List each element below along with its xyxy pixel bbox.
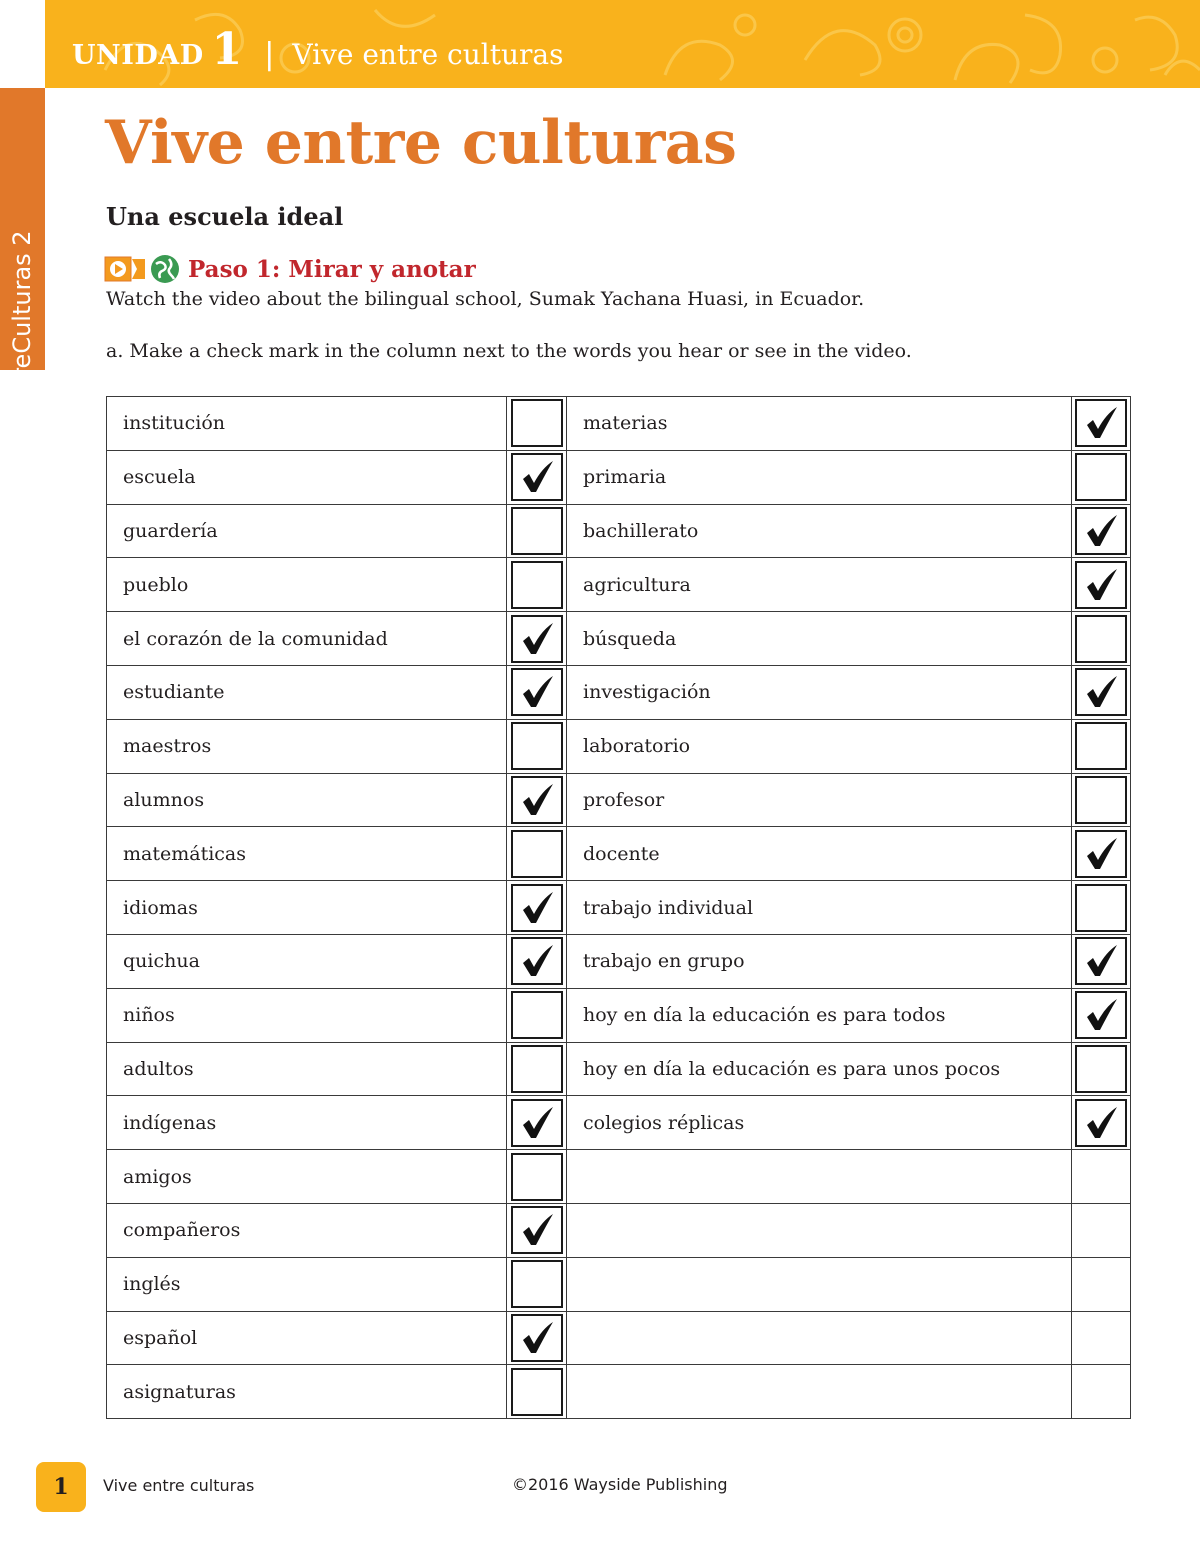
checkbox-cell: [507, 1042, 567, 1096]
checkbox[interactable]: [1075, 937, 1127, 985]
checkbox[interactable]: [511, 615, 563, 663]
checkbox-cell: [1072, 1042, 1131, 1096]
vocabulary-word: compañeros: [123, 1219, 241, 1242]
checkbox-cell: [507, 558, 567, 612]
checkbox[interactable]: [1075, 561, 1127, 609]
instructions-text: Watch the video about the bilingual school, Sumak Yachana Huasi, in Ecuador.: [106, 288, 865, 310]
vocabulary-word: institución: [123, 412, 226, 435]
table-row: [107, 665, 1131, 719]
footer-title: Vive entre culturas: [103, 1476, 255, 1495]
vocabulary-word: colegios réplicas: [583, 1111, 745, 1134]
checkbox[interactable]: [511, 884, 563, 932]
step-title: Paso 1: Mirar y anotar: [188, 255, 476, 283]
checkbox-cell: [1072, 1311, 1131, 1365]
book-title-vertical: EntreCulturas 2: [8, 230, 36, 418]
vocabulary-word: guardería: [123, 519, 218, 542]
vocabulary-word: indígenas: [123, 1111, 217, 1134]
checkmark-icon: [1084, 997, 1120, 1033]
video-icon: [104, 256, 146, 282]
word-cell: [107, 881, 507, 935]
checkbox-cell: [507, 1365, 567, 1419]
table-row: [107, 450, 1131, 504]
checkbox-cell: [507, 934, 567, 988]
table-row: [107, 1150, 1131, 1204]
checkbox-cell: [1072, 881, 1131, 935]
table-row: [107, 934, 1131, 988]
word-cell: [567, 827, 1072, 881]
vocabulary-word: alumnos: [123, 788, 205, 811]
unit-header: [45, 0, 1200, 88]
word-cell: [567, 1042, 1072, 1096]
checkbox-cell: [1072, 558, 1131, 612]
checkmark-icon: [520, 1320, 556, 1356]
vocabulary-word: pueblo: [123, 573, 189, 596]
checkmark-icon: [1084, 567, 1120, 603]
vocabulary-word: búsqueda: [583, 627, 677, 650]
checkbox[interactable]: [511, 1314, 563, 1362]
word-cell: [567, 1311, 1072, 1365]
checkbox-cell: [1072, 773, 1131, 827]
word-cell: [107, 1257, 507, 1311]
vocabulary-word: escuela: [123, 466, 196, 489]
checkbox[interactable]: [511, 1368, 563, 1416]
checkbox[interactable]: [1075, 722, 1127, 770]
word-cell: [107, 1042, 507, 1096]
vocabulary-word: español: [123, 1326, 198, 1349]
checkmark-icon: [520, 1212, 556, 1248]
checkbox-cell: [1072, 397, 1131, 451]
checkbox[interactable]: [511, 776, 563, 824]
vocabulary-word: primaria: [583, 466, 667, 489]
table-row: [107, 504, 1131, 558]
table-row: [107, 827, 1131, 881]
checkbox-cell: [507, 773, 567, 827]
word-cell: [107, 827, 507, 881]
checkbox[interactable]: [1075, 991, 1127, 1039]
checkbox[interactable]: [1075, 615, 1127, 663]
checkbox-cell: [507, 450, 567, 504]
vocabulary-word: hoy en día la educación es para unos pocos: [583, 1057, 1001, 1080]
checkbox[interactable]: [511, 668, 563, 716]
checkbox[interactable]: [511, 1260, 563, 1308]
vocabulary-word: inglés: [123, 1273, 181, 1296]
page-number-badge: [36, 1462, 86, 1512]
checkbox-cell: [507, 1203, 567, 1257]
vocabulary-word: laboratorio: [583, 735, 691, 758]
vocabulary-word: estudiante: [123, 681, 225, 704]
checkmark-icon: [520, 943, 556, 979]
checkbox-cell: [507, 1096, 567, 1150]
task-text: a. Make a check mark in the column next to the words you hear or see in the video.: [106, 340, 912, 362]
section-subtitle: Una escuela ideal: [106, 202, 344, 231]
checkbox-cell: [1072, 1365, 1131, 1419]
checkbox-cell: [507, 881, 567, 935]
table-row: [107, 612, 1131, 666]
vocabulary-word: agricultura: [583, 573, 691, 596]
word-cell: [107, 719, 507, 773]
table-row: [107, 719, 1131, 773]
word-cell: [567, 988, 1072, 1042]
word-cell: [567, 773, 1072, 827]
word-cell: [107, 1365, 507, 1419]
table-row: [107, 1096, 1131, 1150]
checkbox[interactable]: [511, 1099, 563, 1147]
unit-title: Vive entre culturas: [292, 38, 564, 71]
header-separator: |: [264, 37, 275, 72]
checkmark-icon: [520, 621, 556, 657]
checkbox[interactable]: [1075, 453, 1127, 501]
vocabulary-word: el corazón de la comunidad: [123, 627, 388, 650]
checkbox[interactable]: [511, 830, 563, 878]
word-cell: [567, 504, 1072, 558]
word-cell: [107, 1150, 507, 1204]
checkbox-cell: [1072, 1257, 1131, 1311]
vocabulary-word: profesor: [583, 788, 665, 811]
checkbox-cell: [507, 397, 567, 451]
checkbox-cell: [1072, 450, 1131, 504]
checkbox-cell: [507, 719, 567, 773]
checkmark-icon: [520, 459, 556, 495]
word-cell: [107, 612, 507, 666]
word-cell: [107, 1311, 507, 1365]
checkmark-icon: [1084, 513, 1120, 549]
word-cell: [567, 1257, 1072, 1311]
word-cell: [567, 1096, 1072, 1150]
checkbox[interactable]: [1075, 776, 1127, 824]
checkbox-cell: [1072, 612, 1131, 666]
vocabulary-word: investigación: [583, 681, 711, 704]
word-cell: [567, 665, 1072, 719]
checkbox[interactable]: [511, 991, 563, 1039]
table-row: [107, 1042, 1131, 1096]
checkbox[interactable]: [511, 399, 563, 447]
unit-number: 1: [211, 24, 243, 75]
table-row: [107, 1257, 1131, 1311]
checkbox-cell: [1072, 719, 1131, 773]
checkmark-icon: [1084, 674, 1120, 710]
unit-label: UNIDAD: [72, 40, 204, 71]
word-cell: [107, 934, 507, 988]
checkbox-cell: [1072, 1203, 1131, 1257]
word-cell: [567, 1365, 1072, 1419]
footer-copyright: ©2016 Wayside Publishing: [512, 1475, 728, 1494]
checkmark-icon: [1084, 405, 1120, 441]
checkbox-cell: [507, 1311, 567, 1365]
vocabulary-word: asignaturas: [123, 1380, 236, 1403]
checkbox[interactable]: [511, 507, 563, 555]
word-cell: [567, 934, 1072, 988]
word-cell: [567, 397, 1072, 451]
page-number: 1: [53, 1474, 69, 1500]
checkbox[interactable]: [1075, 1099, 1127, 1147]
checkbox-cell: [1072, 1096, 1131, 1150]
checkbox-cell: [1072, 1150, 1131, 1204]
word-cell: [107, 1203, 507, 1257]
globe-icon: [150, 254, 180, 284]
word-cell: [567, 881, 1072, 935]
checkbox[interactable]: [511, 1153, 563, 1201]
vocabulary-word: trabajo en grupo: [583, 950, 745, 973]
checkbox-cell: [507, 504, 567, 558]
checkbox-cell: [507, 612, 567, 666]
word-cell: [107, 665, 507, 719]
checkbox-cell: [507, 988, 567, 1042]
checkbox[interactable]: [1075, 507, 1127, 555]
checkbox[interactable]: [1075, 830, 1127, 878]
checkmark-icon: [1084, 943, 1120, 979]
checkmark-icon: [520, 674, 556, 710]
word-cell: [107, 773, 507, 827]
checkbox-cell: [1072, 504, 1131, 558]
table-row: [107, 1311, 1131, 1365]
vocabulary-word: quichua: [123, 950, 200, 973]
checkbox-cell: [1072, 665, 1131, 719]
checkbox[interactable]: [511, 937, 563, 985]
word-cell: [107, 397, 507, 451]
checkbox[interactable]: [511, 722, 563, 770]
vocabulary-word: bachillerato: [583, 519, 699, 542]
checkbox[interactable]: [511, 453, 563, 501]
checkbox[interactable]: [1075, 884, 1127, 932]
table-row: [107, 1203, 1131, 1257]
checkbox-cell: [507, 665, 567, 719]
unit-heading: [72, 24, 564, 75]
checkmark-icon: [520, 1105, 556, 1141]
checkbox-cell: [1072, 934, 1131, 988]
checkbox[interactable]: [511, 1045, 563, 1093]
checkbox-cell: [507, 1150, 567, 1204]
word-cell: [107, 450, 507, 504]
table-row: [107, 1365, 1131, 1419]
vocabulary-word: trabajo individual: [583, 896, 754, 919]
word-cell: [567, 558, 1072, 612]
checkmark-icon: [520, 782, 556, 818]
checkbox-cell: [1072, 988, 1131, 1042]
table-row: [107, 558, 1131, 612]
book-side-tab: [0, 88, 45, 418]
page-title: Vive entre culturas: [105, 108, 737, 178]
vocabulary-word: adultos: [123, 1057, 194, 1080]
checkbox[interactable]: [1075, 1045, 1127, 1093]
vocabulary-word: hoy en día la educación es para todos: [583, 1004, 946, 1027]
checkmark-icon: [1084, 1105, 1120, 1141]
word-cell: [107, 1096, 507, 1150]
vocabulary-word: maestros: [123, 735, 212, 758]
vocabulary-word: materias: [583, 412, 668, 435]
checkbox[interactable]: [1075, 668, 1127, 716]
step-heading: [104, 252, 476, 286]
word-cell: [107, 988, 507, 1042]
checkbox[interactable]: [511, 1206, 563, 1254]
checkbox-cell: [507, 1257, 567, 1311]
vocabulary-word: matemáticas: [123, 842, 246, 865]
word-cell: [567, 450, 1072, 504]
vocabulary-word: docente: [583, 842, 660, 865]
table-row: [107, 397, 1131, 451]
word-cell: [567, 612, 1072, 666]
word-cell: [567, 719, 1072, 773]
checkmark-icon: [1084, 836, 1120, 872]
word-cell: [107, 504, 507, 558]
table-row: [107, 881, 1131, 935]
table-row: [107, 773, 1131, 827]
checkbox-cell: [1072, 827, 1131, 881]
word-cell: [567, 1203, 1072, 1257]
table-row: [107, 988, 1131, 1042]
checkmark-icon: [520, 890, 556, 926]
vocabulary-word: idiomas: [123, 896, 198, 919]
checkbox[interactable]: [511, 561, 563, 609]
checkbox-cell: [507, 827, 567, 881]
vocabulary-word: amigos: [123, 1165, 192, 1188]
vocabulary-word: niños: [123, 1004, 175, 1027]
word-checklist-table: [106, 396, 1131, 1419]
word-cell: [567, 1150, 1072, 1204]
word-cell: [107, 558, 507, 612]
checkbox[interactable]: [1075, 399, 1127, 447]
